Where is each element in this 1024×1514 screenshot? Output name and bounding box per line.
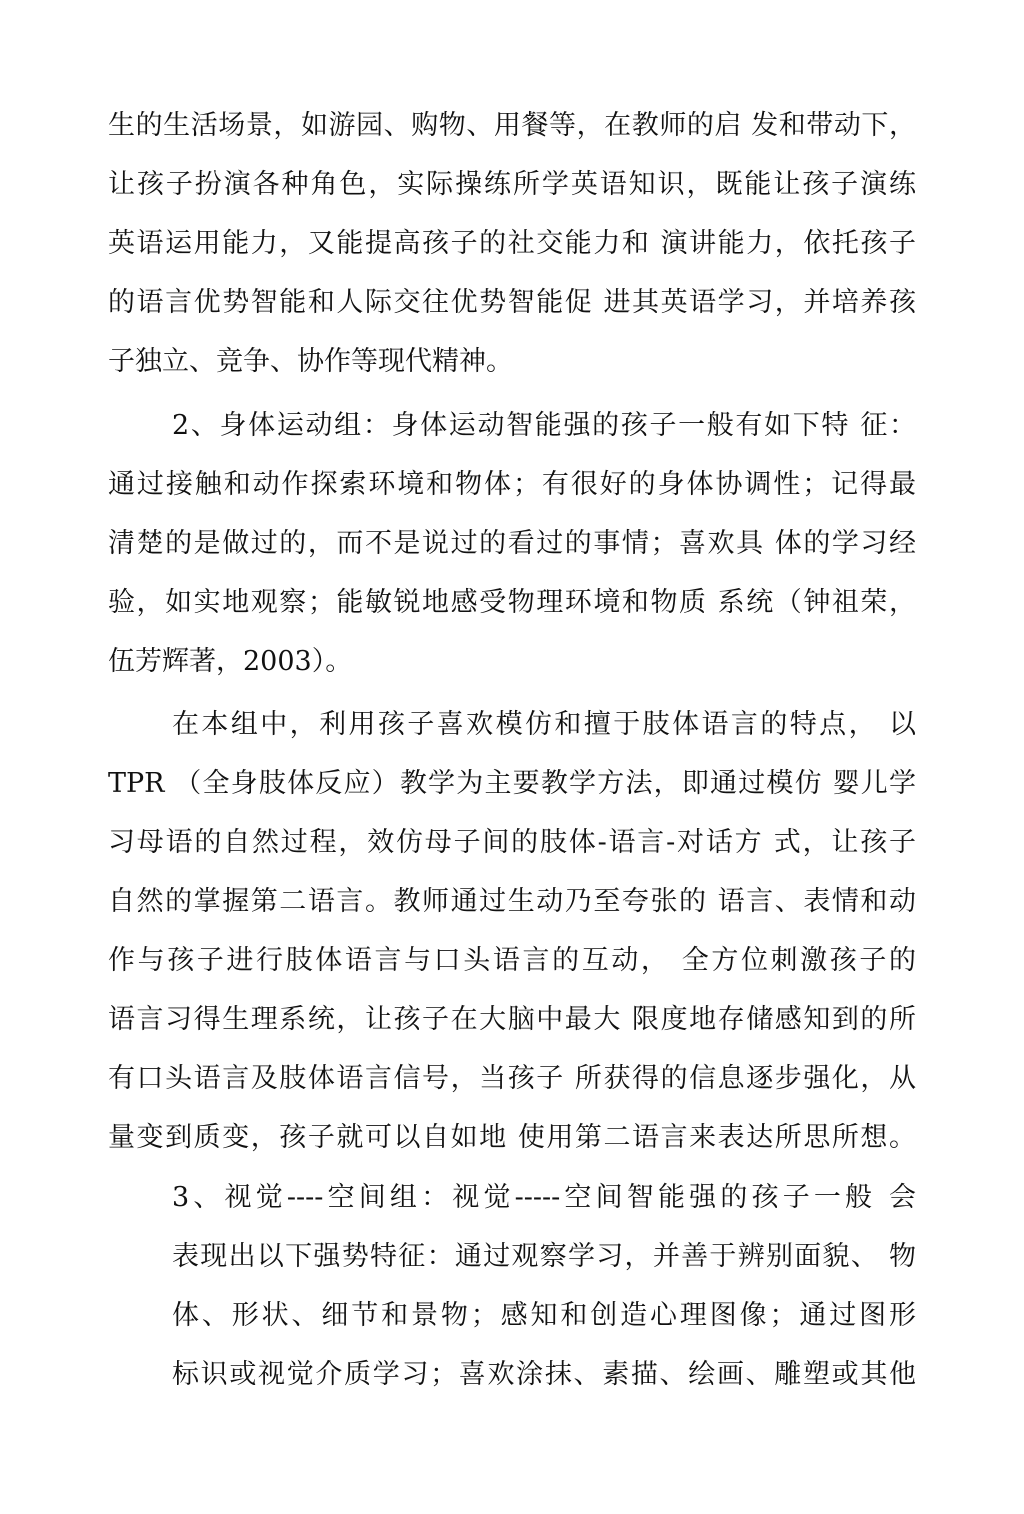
text-line: 清楚的是做过的，而不是说过的看过的事情；喜欢具 体的学习经 [108,528,916,559]
paragraph-4 [108,1168,916,1404]
text-line: 作与孩子进行肢体语言与口头语言的互动， 全方位刺激孩子的 [108,945,916,976]
text-line: 标识或视觉介质学习；喜欢涂抹、素描、绘画、雕塑或其他 [172,1359,916,1390]
paragraph-2 [108,396,916,691]
paragraph-3 [108,695,916,1167]
paragraph-1 [108,96,916,391]
text-line: 的语言优势智能和人际交往优势智能促 进其英语学习，并培养孩 [108,287,916,318]
text-line: 2、身体运动组：身体运动智能强的孩子一般有如下特 征： [172,410,916,441]
text-line: 英语运用能力，又能提高孩子的社交能力和 演讲能力，依托孩子 [108,228,916,259]
text-line: 子独立、竞争、协作等现代精神。 [108,346,513,377]
document-page [108,96,916,1404]
text-line: 在本组中，利用孩子喜欢模仿和擅于肢体语言的特点， 以 [172,709,916,740]
text-line: 有口头语言及肢体语言信号，当孩子 所获得的信息逐步强化，从 [108,1063,916,1094]
text-line: 通过接触和动作探索环境和物体；有很好的身体协调性；记得最 [108,469,916,500]
text-line: 自然的掌握第二语言。教师通过生动乃至夸张的 语言、表情和动 [108,886,916,917]
text-line: TPR （全身肢体反应）教学为主要教学方法，即通过模仿 婴儿学 [108,768,916,799]
text-line: 习母语的自然过程，效仿母子间的肢体-语言-对话方 式，让孩子 [108,827,916,858]
text-line: 语言习得生理系统，让孩子在大脑中最大 限度地存储感知到的所 [108,1004,916,1035]
text-line: 体、形状、细节和景物；感知和创造心理图像；通过图形 [172,1300,916,1331]
text-line: 量变到质变，孩子就可以自如地 使用第二语言来表达所思所想。 [108,1122,916,1153]
text-line: 伍芳辉著，2003）。 [108,646,353,677]
text-line: 表现出以下强势特征：通过观察学习，并善于辨别面貌、 物 [172,1241,916,1272]
text-line: 3、视觉----空间组：视觉-----空间智能强的孩子一般 会 [172,1182,916,1213]
text-line: 让孩子扮演各种角色，实际操练所学英语知识，既能让孩子演练 [108,169,916,200]
text-line: 验，如实地观察；能敏锐地感受物理环境和物质 系统（钟祖荣， [108,587,916,618]
text-line: 生的生活场景，如游园、购物、用餐等，在教师的启 发和带动下， [108,110,916,141]
